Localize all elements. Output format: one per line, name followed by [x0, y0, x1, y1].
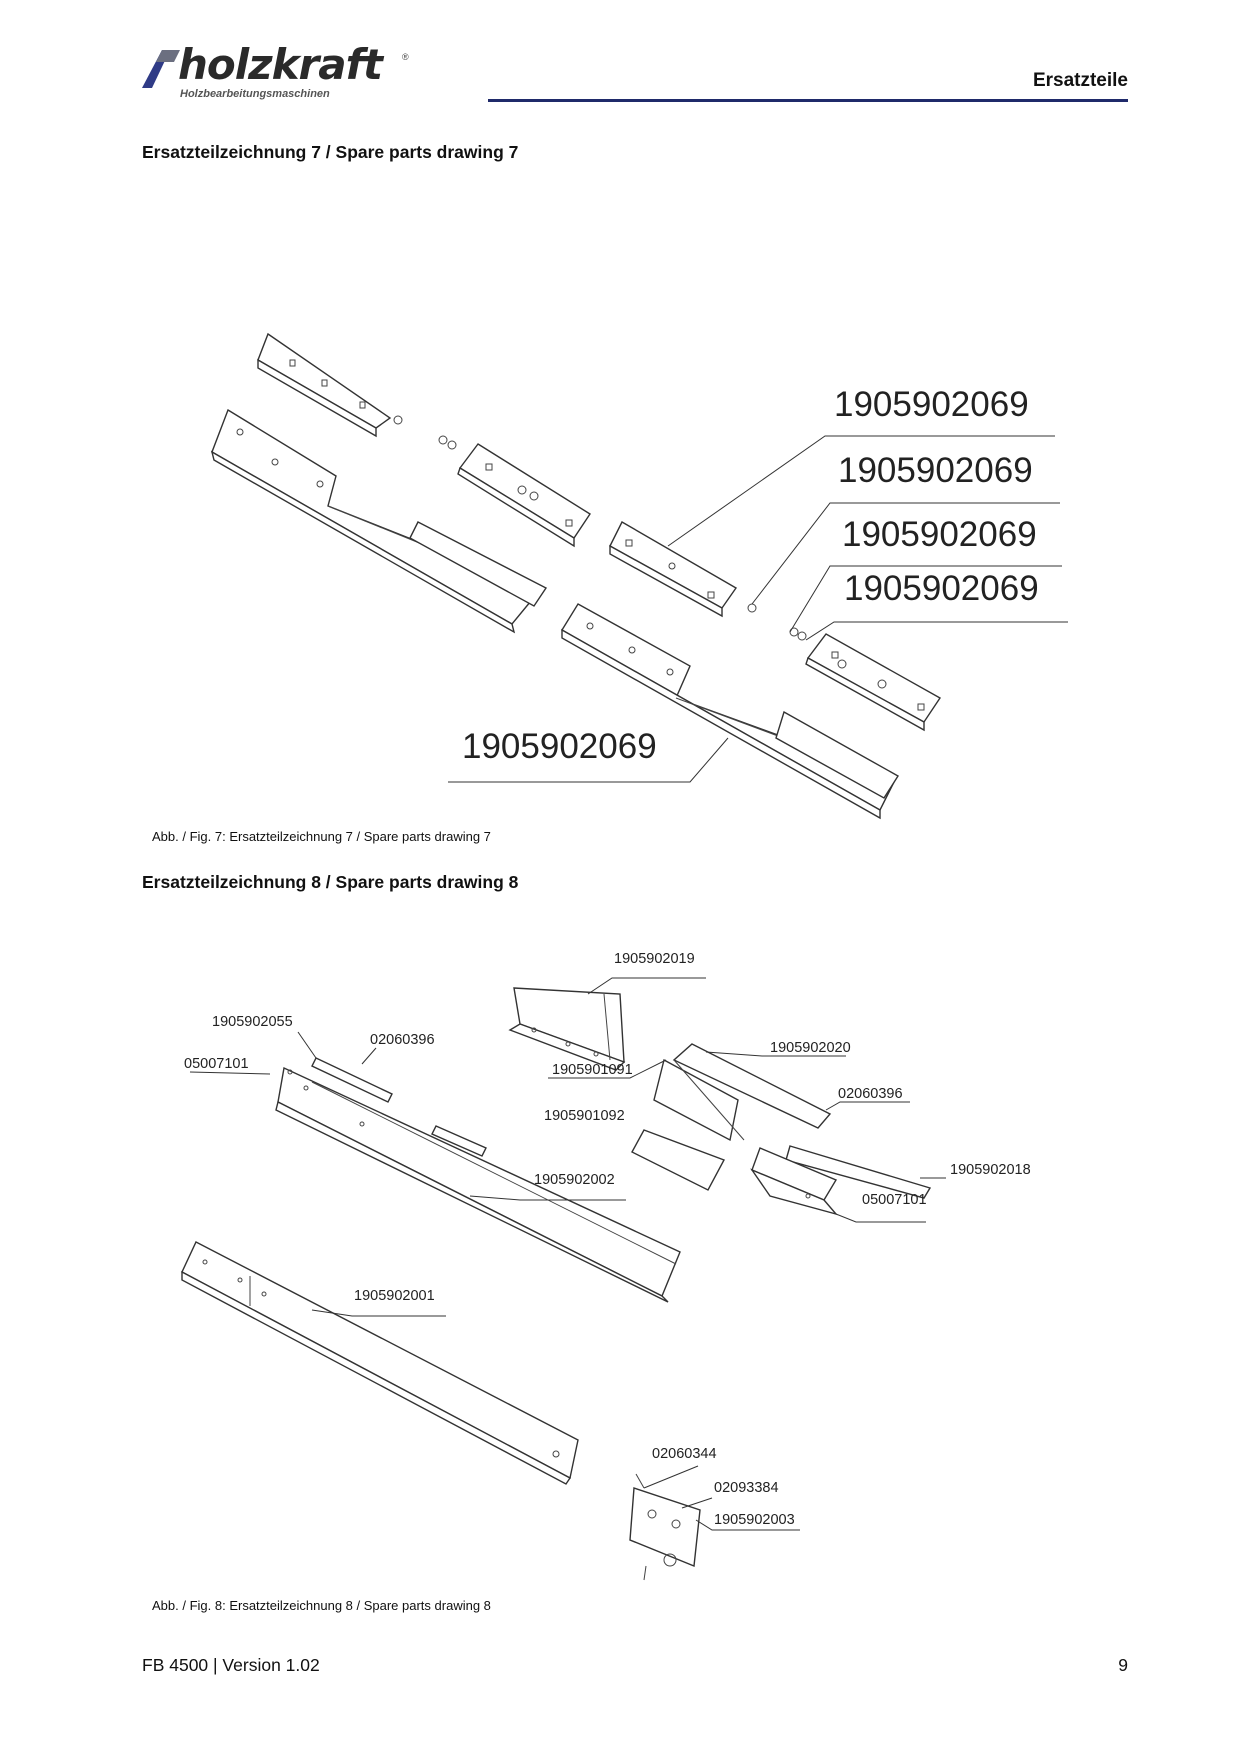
drawing7-label-2: 1905902069: [838, 451, 1033, 490]
brand-name: holzkraft: [178, 40, 382, 89]
footer-page-number: 9: [1118, 1655, 1128, 1675]
drawing8-label-05007101-right: 05007101: [862, 1192, 927, 1208]
brand-registered-mark: ®: [402, 52, 409, 62]
drawing8-part-bottom-bracket: [630, 1474, 700, 1580]
drawing8-label-02060396-left: 02060396: [370, 1032, 435, 1048]
drawing8-label-1905902003: 1905902003: [714, 1512, 795, 1528]
drawing8-label-1905902055: 1905902055: [212, 1014, 293, 1030]
drawing8-label-1905902019: 1905902019: [614, 951, 695, 967]
drawing8-part-rail-lower: [182, 1242, 578, 1484]
drawing8-label-1905902002: 1905902002: [534, 1172, 615, 1188]
drawing8-part-rail-upper: [276, 1058, 680, 1302]
drawing8-label-02093384: 02093384: [714, 1480, 779, 1496]
brand-subtitle: Holzbearbeitungsmaschinen: [180, 88, 330, 100]
drawing7-label-1: 1905902069: [834, 385, 1029, 424]
drawing8-label-02060344: 02060344: [652, 1446, 717, 1462]
footer-document-version: FB 4500 | Version 1.02: [142, 1655, 320, 1675]
drawing8-title: Ersatzteilzeichnung 8 / Spare parts drawing 8: [142, 872, 519, 892]
drawing7-label-5: 1905902069: [462, 727, 657, 766]
drawing8-label-1905902020: 1905902020: [770, 1040, 851, 1056]
drawing7-label-4: 1905902069: [844, 569, 1039, 608]
drawing7-caption: Abb. / Fig. 7: Ersatzteilzeichnung 7 / Spare parts drawing 7: [152, 829, 491, 844]
header-section-title: Ersatzteile: [1032, 70, 1128, 91]
drawing8-caption: Abb. / Fig. 8: Ersatzteilzeichnung 8 / Spare parts drawing 8: [152, 1598, 491, 1613]
drawing8-label-02060396-right: 02060396: [838, 1086, 903, 1102]
drawing8-label-1905901091: 1905901091: [552, 1062, 633, 1078]
drawing8-label-1905902001: 1905902001: [354, 1288, 435, 1304]
drawing8-label-05007101-left: 05007101: [184, 1056, 249, 1072]
drawing8-label-1905902018: 1905902018: [950, 1162, 1031, 1178]
drawing8-label-1905901092: 1905901092: [544, 1108, 625, 1124]
drawing8-part-top-bracket: [510, 988, 624, 1070]
drawing7-label-3: 1905902069: [842, 515, 1037, 554]
drawing7-title: Ersatzteilzeichnung 7 / Spare parts drawing 7: [142, 142, 519, 162]
